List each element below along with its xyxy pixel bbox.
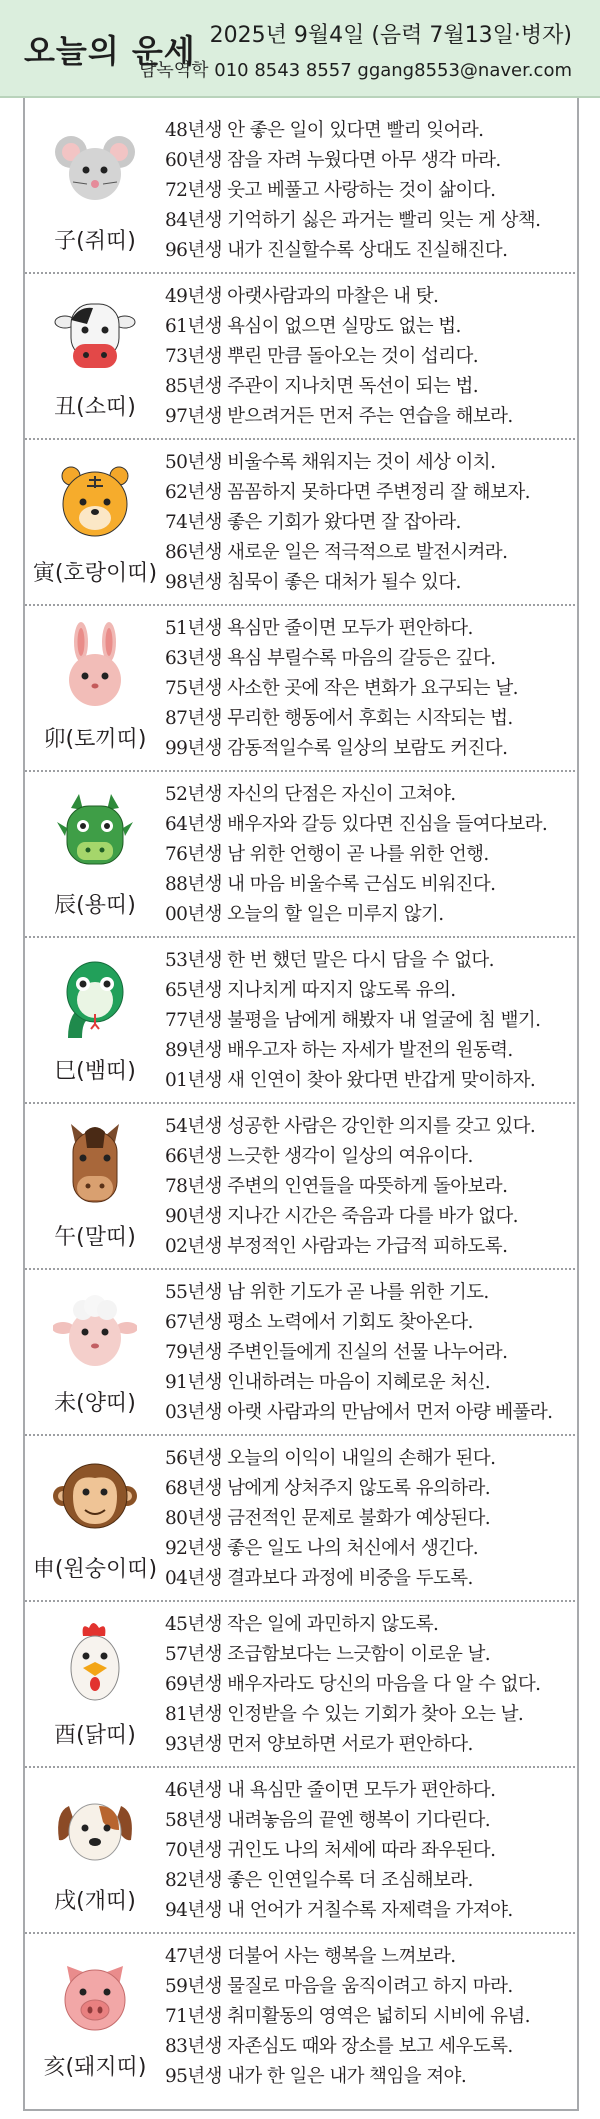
rooster-icon bbox=[53, 1618, 137, 1708]
fortune-line: 48년생 안 좋은 일이 있다면 빨리 잊어라. bbox=[165, 120, 484, 141]
fortune-line: 60년생 잠을 자려 누웠다면 아무 생각 마라. bbox=[165, 150, 501, 171]
snake-icon bbox=[53, 954, 137, 1044]
fortune-line: 98년생 침묵이 좋은 대처가 될수 있다. bbox=[165, 572, 461, 593]
fortune-line: 02년생 부정적인 사람과는 가급적 피하도록. bbox=[165, 1236, 508, 1257]
fortune-line: 99년생 감동적일수록 일상의 보람도 커진다. bbox=[165, 738, 508, 759]
fortune-line: 78년생 주변의 인연들을 따뜻하게 돌아보라. bbox=[165, 1176, 508, 1197]
fortune-line: 49년생 아랫사람과의 마찰은 내 탓. bbox=[165, 286, 439, 307]
sign-row-horse bbox=[25, 1102, 575, 1270]
fortune-line: 03년생 아랫 사람과의 만남에서 먼저 아량 베풀라. bbox=[165, 1402, 553, 1423]
sign-label: 辰(용띠) bbox=[54, 893, 136, 918]
sign-label: 寅(호랑이띠) bbox=[32, 561, 158, 586]
sign-row-cow bbox=[25, 272, 575, 440]
sign-animal bbox=[25, 1932, 165, 2098]
fortune-line: 94년생 내 언어가 거칠수록 자제력을 가져야. bbox=[165, 1900, 513, 1921]
sign-row-rooster bbox=[25, 1600, 575, 1768]
fortune-line: 83년생 자존심도 때와 장소를 보고 세우도록. bbox=[165, 2036, 513, 2057]
fortune-line: 87년생 무리한 행동에서 후회는 시작되는 법. bbox=[165, 708, 513, 729]
fortune-line: 66년생 느긋한 생각이 일상의 여유이다. bbox=[165, 1146, 473, 1167]
fortune-line: 01년생 새 인연이 찾아 왔다면 반갑게 맞이하자. bbox=[165, 1070, 536, 1091]
rabbit-icon bbox=[53, 622, 137, 712]
fortune-lines bbox=[165, 780, 570, 930]
fortune-lines bbox=[165, 116, 570, 266]
contact-line: 담녹역학 010 8543 8557 ggang8553@naver.com bbox=[138, 60, 572, 81]
sign-row-mouse bbox=[25, 106, 575, 274]
fortune-lines bbox=[165, 1444, 570, 1594]
fortune-line: 04년생 결과보다 과정에 비중을 두도록. bbox=[165, 1568, 473, 1589]
sign-row-dragon bbox=[25, 770, 575, 938]
fortune-line: 96년생 내가 진실할수록 상대도 진실해진다. bbox=[165, 240, 508, 261]
fortune-line: 00년생 오늘의 할 일은 미루지 않기. bbox=[165, 904, 444, 925]
fortune-line: 79년생 주변인들에게 진실의 선물 나누어라. bbox=[165, 1342, 508, 1363]
fortune-line: 81년생 인정받을 수 있는 기회가 찾아 오는 날. bbox=[165, 1704, 524, 1725]
fortune-line: 50년생 비울수록 채워지는 것이 세상 이치. bbox=[165, 452, 496, 473]
page-title: 오늘의 운세 bbox=[24, 32, 196, 70]
fortune-lines bbox=[165, 1776, 570, 1926]
fortune-line: 95년생 내가 한 일은 내가 책임을 져야. bbox=[165, 2066, 467, 2087]
sign-label: 亥(돼지띠) bbox=[43, 2055, 147, 2080]
fortune-line: 75년생 사소한 곳에 작은 변화가 요구되는 날. bbox=[165, 678, 518, 699]
fortune-lines bbox=[165, 614, 570, 764]
mouse-icon bbox=[53, 124, 137, 214]
fortune-line: 91년생 인내하려는 마음이 지혜로운 처신. bbox=[165, 1372, 491, 1393]
sign-label: 卯(토끼띠) bbox=[43, 727, 147, 752]
sign-row-rabbit bbox=[25, 604, 575, 772]
horse-icon bbox=[53, 1120, 137, 1210]
sign-animal bbox=[25, 438, 165, 604]
header bbox=[0, 0, 600, 98]
sign-label: 未(양띠) bbox=[54, 1391, 136, 1416]
fortune-line: 85년생 주관이 지나치면 독선이 되는 법. bbox=[165, 376, 479, 397]
dog-icon bbox=[53, 1784, 137, 1874]
fortune-line: 59년생 물질로 마음을 움직이려고 하지 마라. bbox=[165, 1976, 513, 1997]
fortune-lines bbox=[165, 1112, 570, 1262]
fortune-line: 72년생 웃고 베풀고 사랑하는 것이 삶이다. bbox=[165, 180, 496, 201]
fortune-line: 69년생 배우자라도 당신의 마음을 다 알 수 없다. bbox=[165, 1674, 541, 1695]
sign-animal bbox=[25, 1600, 165, 1766]
fortune-line: 45년생 작은 일에 과민하지 않도록. bbox=[165, 1614, 439, 1635]
fortune-lines bbox=[165, 946, 570, 1096]
sheep-icon bbox=[53, 1286, 137, 1376]
sign-label: 申(원숭이띠) bbox=[32, 1557, 158, 1582]
fortune-line: 71년생 취미활동의 영역은 넓히되 시비에 유념. bbox=[165, 2006, 530, 2027]
fortune-line: 77년생 불평을 남에게 해봤자 내 얼굴에 침 뱉기. bbox=[165, 1010, 541, 1031]
sign-label: 酉(닭띠) bbox=[54, 1723, 136, 1748]
fortune-line: 76년생 남 위한 언행이 곧 나를 위한 언행. bbox=[165, 844, 489, 865]
fortune-line: 73년생 뿌린 만큼 돌아오는 것이 섭리다. bbox=[165, 346, 479, 367]
fortune-lines bbox=[165, 282, 570, 432]
fortune-line: 93년생 먼저 양보하면 서로가 편안하다. bbox=[165, 1734, 473, 1755]
sign-animal bbox=[25, 770, 165, 936]
fortune-line: 64년생 배우자와 갈등 있다면 진심을 들여다보라. bbox=[165, 814, 548, 835]
sign-animal bbox=[25, 272, 165, 438]
fortune-lines bbox=[165, 1278, 570, 1428]
fortune-line: 97년생 받으려거든 먼저 주는 연습을 해보라. bbox=[165, 406, 513, 427]
fortune-line: 65년생 지나치게 따지지 않도록 유의. bbox=[165, 980, 456, 1001]
fortune-line: 51년생 욕심만 줄이면 모두가 편안하다. bbox=[165, 618, 473, 639]
sign-row-sheep bbox=[25, 1268, 575, 1436]
sign-row-tiger bbox=[25, 438, 575, 606]
sign-animal bbox=[25, 106, 165, 272]
fortune-line: 52년생 자신의 단점은 자신이 고쳐야. bbox=[165, 784, 456, 805]
fortune-line: 56년생 오늘의 이익이 내일의 손해가 된다. bbox=[165, 1448, 496, 1469]
sign-label: 子(쥐띠) bbox=[54, 229, 136, 254]
fortune-lines bbox=[165, 1610, 570, 1760]
fortune-line: 61년생 욕심이 없으면 실망도 없는 법. bbox=[165, 316, 461, 337]
sign-label: 巳(뱀띠) bbox=[54, 1059, 136, 1084]
sign-animal bbox=[25, 604, 165, 770]
monkey-icon bbox=[53, 1452, 137, 1542]
fortune-line: 86년생 새로운 일은 적극적으로 발전시켜라. bbox=[165, 542, 508, 563]
sign-row-dog bbox=[25, 1766, 575, 1934]
dragon-icon bbox=[53, 788, 137, 878]
fortune-line: 58년생 내려놓음의 끝엔 행복이 기다린다. bbox=[165, 1810, 491, 1831]
fortune-line: 84년생 기억하기 싫은 과거는 빨리 잊는 게 상책. bbox=[165, 210, 541, 231]
fortune-line: 68년생 남에게 상처주지 않도록 유의하라. bbox=[165, 1478, 491, 1499]
sign-label: 丑(소띠) bbox=[54, 395, 136, 420]
sign-label: 戌(개띠) bbox=[54, 1889, 136, 1914]
sign-row-monkey bbox=[25, 1434, 575, 1602]
fortune-line: 47년생 더불어 사는 행복을 느껴보라. bbox=[165, 1946, 456, 1967]
fortune-line: 92년생 좋은 일도 나의 처신에서 생긴다. bbox=[165, 1538, 479, 1559]
fortune-line: 63년생 욕심 부릴수록 마음의 갈등은 깊다. bbox=[165, 648, 496, 669]
fortune-lines bbox=[165, 1942, 570, 2092]
fortune-line: 88년생 내 마음 비울수록 근심도 비워진다. bbox=[165, 874, 496, 895]
sign-animal bbox=[25, 1434, 165, 1600]
date-line: 2025년 9월4일 (음력 7월13일·병자) bbox=[209, 23, 572, 48]
fortune-line: 46년생 내 욕심만 줄이면 모두가 편안하다. bbox=[165, 1780, 496, 1801]
fortune-line: 54년생 성공한 사람은 강인한 의지를 갖고 있다. bbox=[165, 1116, 536, 1137]
pig-icon bbox=[53, 1950, 137, 2040]
fortune-line: 89년생 배우고자 하는 자세가 발전의 원동력. bbox=[165, 1040, 513, 1061]
sign-row-pig bbox=[25, 1932, 575, 2098]
fortune-lines bbox=[165, 448, 570, 598]
fortune-line: 55년생 남 위한 기도가 곧 나를 위한 기도. bbox=[165, 1282, 489, 1303]
fortune-line: 90년생 지나간 시간은 죽음과 다를 바가 없다. bbox=[165, 1206, 518, 1227]
fortune-line: 80년생 금전적인 문제로 불화가 예상된다. bbox=[165, 1508, 491, 1529]
fortune-line: 70년생 귀인도 나의 처세에 따라 좌우된다. bbox=[165, 1840, 496, 1861]
fortune-line: 67년생 평소 노력에서 기회도 찾아온다. bbox=[165, 1312, 473, 1333]
tiger-icon bbox=[53, 456, 137, 546]
sign-row-snake bbox=[25, 936, 575, 1104]
fortune-line: 62년생 꼼꼼하지 못하다면 주변정리 잘 해보자. bbox=[165, 482, 530, 503]
cow-icon bbox=[53, 290, 137, 380]
sign-animal bbox=[25, 1766, 165, 1932]
fortune-line: 74년생 좋은 기회가 왔다면 잘 잡아라. bbox=[165, 512, 461, 533]
fortune-line: 53년생 한 번 했던 말은 다시 담을 수 없다. bbox=[165, 950, 494, 971]
sign-animal bbox=[25, 1102, 165, 1268]
fortune-line: 57년생 조급함보다는 느긋함이 이로운 날. bbox=[165, 1644, 491, 1665]
sign-animal bbox=[25, 936, 165, 1102]
sign-label: 午(말띠) bbox=[54, 1225, 136, 1250]
fortune-line: 82년생 좋은 인연일수록 더 조심해보라. bbox=[165, 1870, 473, 1891]
sign-animal bbox=[25, 1268, 165, 1434]
